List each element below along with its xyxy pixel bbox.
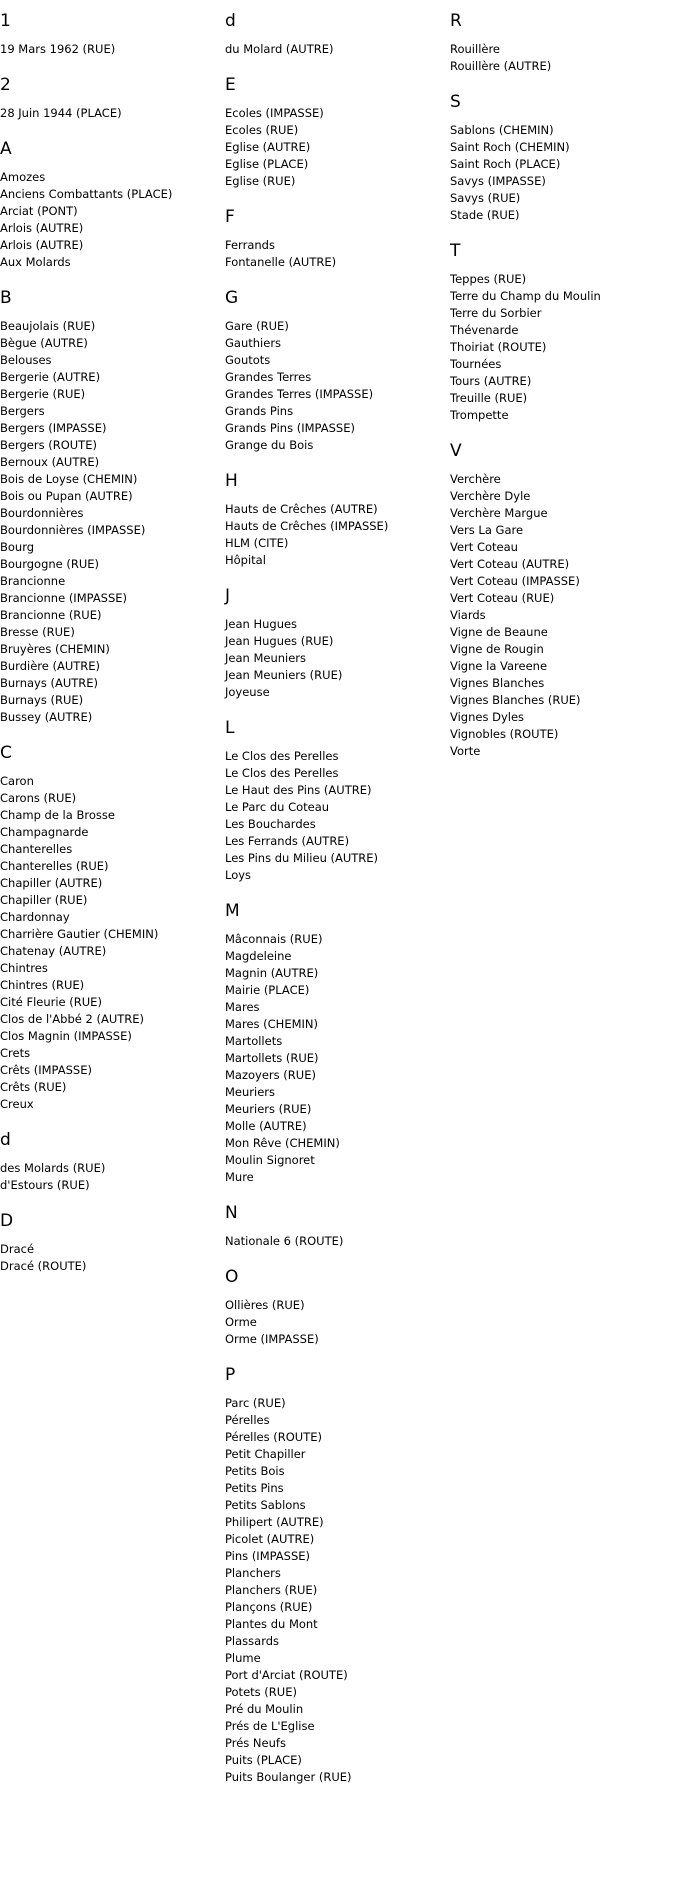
letter-group bbox=[450, 92, 675, 224]
street-item: Bois ou Pupan (AUTRE) bbox=[0, 489, 133, 503]
street-item: Arlois (AUTRE) bbox=[0, 238, 84, 252]
street-item: Bergerie (RUE) bbox=[0, 387, 86, 401]
street-list bbox=[225, 41, 450, 58]
street-item: Anciens Combattants (PLACE) bbox=[0, 187, 173, 201]
street-item: Chapiller (AUTRE) bbox=[0, 876, 103, 890]
street-item: Pérelles bbox=[225, 1413, 270, 1427]
street-item: Bergers bbox=[0, 404, 45, 418]
street-item: Brancionne (RUE) bbox=[0, 608, 102, 622]
street-item: Crêts (IMPASSE) bbox=[0, 1063, 92, 1077]
street-column-3 bbox=[450, 0, 675, 777]
street-item: Creux bbox=[0, 1097, 34, 1111]
street-item: Ecoles (RUE) bbox=[225, 123, 299, 137]
group-heading: C bbox=[0, 743, 12, 763]
street-item: Eglise (PLACE) bbox=[225, 157, 309, 171]
street-item: Belouses bbox=[0, 353, 52, 367]
street-item: Bergerie (AUTRE) bbox=[0, 370, 101, 384]
group-heading: 2 bbox=[0, 75, 11, 95]
street-item: Ferrands bbox=[225, 238, 275, 252]
street-item: Crêts (RUE) bbox=[0, 1080, 67, 1094]
street-item: Tours (AUTRE) bbox=[450, 374, 532, 388]
street-list bbox=[225, 931, 450, 1186]
street-item: Les Pins du Milieu (AUTRE) bbox=[225, 851, 379, 865]
street-item: Mure bbox=[225, 1170, 254, 1184]
street-item: Joyeuse bbox=[225, 685, 270, 699]
street-item: Planchers (RUE) bbox=[225, 1583, 318, 1597]
street-item: Brancionne (IMPASSE) bbox=[0, 591, 128, 605]
letter-group bbox=[0, 75, 225, 122]
street-item: Terre du Sorbier bbox=[450, 306, 542, 320]
street-item: Grands Pins bbox=[225, 404, 294, 418]
letter-group bbox=[225, 11, 450, 58]
street-item: Saint Roch (CHEMIN) bbox=[450, 140, 570, 154]
street-item: Les Ferrands (AUTRE) bbox=[225, 834, 350, 848]
street-item: Clos de l'Abbé 2 (AUTRE) bbox=[0, 1012, 145, 1026]
street-item: Picolet (AUTRE) bbox=[225, 1532, 315, 1546]
street-item: Plassards bbox=[225, 1634, 280, 1648]
street-item: Ollières (RUE) bbox=[225, 1298, 305, 1312]
street-list bbox=[225, 1233, 450, 1250]
street-item: Nationale 6 (ROUTE) bbox=[225, 1234, 344, 1248]
group-heading: 1 bbox=[0, 11, 11, 31]
group-heading: T bbox=[450, 241, 461, 261]
letter-group bbox=[225, 1203, 450, 1250]
street-item: Verchère Margue bbox=[450, 506, 548, 520]
street-item: Chintres bbox=[0, 961, 48, 975]
street-item: Carons (RUE) bbox=[0, 791, 77, 805]
street-item: Martollets (RUE) bbox=[225, 1051, 319, 1065]
group-heading: S bbox=[450, 92, 461, 112]
group-heading: O bbox=[225, 1267, 239, 1287]
street-item: Stade (RUE) bbox=[450, 208, 520, 222]
street-item: Trompette bbox=[450, 408, 509, 422]
street-list bbox=[225, 748, 450, 884]
street-item: Sablons (CHEMIN) bbox=[450, 123, 554, 137]
street-list bbox=[225, 616, 450, 701]
street-item: des Molards (RUE) bbox=[0, 1161, 106, 1175]
letter-group bbox=[225, 75, 450, 190]
street-item: Goutots bbox=[225, 353, 271, 367]
group-heading: P bbox=[225, 1365, 236, 1385]
street-item: Magdeleine bbox=[225, 949, 292, 963]
street-item: Vigne de Beaune bbox=[450, 625, 548, 639]
street-item: Fontanelle (AUTRE) bbox=[225, 255, 337, 269]
street-item: Petit Chapiller bbox=[225, 1447, 306, 1461]
street-item: Savys (IMPASSE) bbox=[450, 174, 546, 188]
street-item: Bernoux (AUTRE) bbox=[0, 455, 100, 469]
street-item: Meuriers (RUE) bbox=[225, 1102, 312, 1116]
letter-group bbox=[0, 1211, 225, 1275]
street-item: Meuriers bbox=[225, 1085, 276, 1099]
street-item: Brancionne bbox=[0, 574, 66, 588]
street-item: Plantes du Mont bbox=[225, 1617, 318, 1631]
street-item: Le Clos des Perelles bbox=[225, 766, 339, 780]
group-heading: M bbox=[225, 901, 240, 921]
street-item: Viards bbox=[450, 608, 486, 622]
street-item: Amozes bbox=[0, 170, 46, 184]
street-item: Plume bbox=[225, 1651, 261, 1665]
street-item: 19 Mars 1962 (RUE) bbox=[0, 42, 116, 56]
street-item: Orme (IMPASSE) bbox=[225, 1332, 319, 1346]
street-list bbox=[0, 1160, 225, 1194]
letter-group bbox=[225, 288, 450, 454]
street-item: Vert Coteau (IMPASSE) bbox=[450, 574, 580, 588]
street-item: Chatenay (AUTRE) bbox=[0, 944, 107, 958]
street-item: Jean Meuniers bbox=[225, 651, 307, 665]
street-item: Dracé bbox=[0, 1242, 35, 1256]
group-heading: B bbox=[0, 288, 12, 308]
street-item: Clos Magnin (IMPASSE) bbox=[0, 1029, 132, 1043]
street-item: Chanterelles bbox=[0, 842, 73, 856]
street-item: Philipert (AUTRE) bbox=[225, 1515, 324, 1529]
street-item: Petits Bois bbox=[225, 1464, 285, 1478]
street-item: Mâconnais (RUE) bbox=[225, 932, 323, 946]
street-item: Caron bbox=[0, 774, 34, 788]
street-item: Eglise (AUTRE) bbox=[225, 140, 311, 154]
street-item: Crets bbox=[0, 1046, 31, 1060]
street-item: Bourdonnières bbox=[0, 506, 84, 520]
street-list bbox=[225, 237, 450, 271]
street-item: Vert Coteau bbox=[450, 540, 518, 554]
street-item: Bergers (IMPASSE) bbox=[0, 421, 107, 435]
street-item: Bourgogne (RUE) bbox=[0, 557, 100, 571]
street-item: Arlois (AUTRE) bbox=[0, 221, 84, 235]
street-item: Molle (AUTRE) bbox=[225, 1119, 307, 1133]
street-item: Cité Fleurie (RUE) bbox=[0, 995, 102, 1009]
street-item: Saint Roch (PLACE) bbox=[450, 157, 561, 171]
street-item: Loys bbox=[225, 868, 252, 882]
street-item: Bresse (RUE) bbox=[0, 625, 75, 639]
group-heading: N bbox=[225, 1203, 238, 1223]
street-item: Bergers (ROUTE) bbox=[0, 438, 97, 452]
street-item: Terre du Champ du Moulin bbox=[450, 289, 601, 303]
group-heading: V bbox=[450, 441, 462, 461]
street-item: HLM (CITE) bbox=[225, 536, 289, 550]
street-item: Champ de la Brosse bbox=[0, 808, 115, 822]
street-item: Gare (RUE) bbox=[225, 319, 289, 333]
street-item: Charrière Gautier (CHEMIN) bbox=[0, 927, 159, 941]
street-list bbox=[450, 471, 675, 760]
street-item: Bois de Loyse (CHEMIN) bbox=[0, 472, 138, 486]
street-item: Planchers bbox=[225, 1566, 281, 1580]
street-item: Orme bbox=[225, 1315, 257, 1329]
street-item: Potets (RUE) bbox=[225, 1685, 297, 1699]
group-heading: J bbox=[225, 586, 231, 606]
street-item: Bourg bbox=[0, 540, 35, 554]
street-item: Thévenarde bbox=[450, 323, 519, 337]
street-list bbox=[0, 41, 225, 58]
street-item: Port d'Arciat (ROUTE) bbox=[225, 1668, 348, 1682]
street-item: Teppes (RUE) bbox=[450, 272, 527, 286]
street-item: Mon Rêve (CHEMIN) bbox=[225, 1136, 340, 1150]
street-item: 28 Juin 1944 (PLACE) bbox=[0, 106, 122, 120]
group-heading: F bbox=[225, 207, 235, 227]
group-heading: D bbox=[0, 1211, 14, 1231]
street-item: Burnays (RUE) bbox=[0, 693, 84, 707]
letter-group bbox=[0, 1130, 225, 1194]
street-item: Puits (PLACE) bbox=[225, 1753, 302, 1767]
street-item: Vignes Blanches (RUE) bbox=[450, 693, 581, 707]
street-item: Bègue (AUTRE) bbox=[0, 336, 88, 350]
letter-group bbox=[0, 743, 225, 1113]
street-item: Moulin Signoret bbox=[225, 1153, 315, 1167]
group-heading: A bbox=[0, 139, 12, 159]
street-item: Vert Coteau (AUTRE) bbox=[450, 557, 570, 571]
street-item: Grands Pins (IMPASSE) bbox=[225, 421, 355, 435]
street-item: Chanterelles (RUE) bbox=[0, 859, 109, 873]
group-heading: d bbox=[0, 1130, 11, 1150]
street-list bbox=[450, 271, 675, 424]
street-list bbox=[0, 105, 225, 122]
street-item: Mairie (PLACE) bbox=[225, 983, 310, 997]
street-item: Vignes Dyles bbox=[450, 710, 525, 724]
street-item: Eglise (RUE) bbox=[225, 174, 296, 188]
street-list bbox=[225, 501, 450, 569]
street-item: Martollets bbox=[225, 1034, 283, 1048]
street-item: Le Haut des Pins (AUTRE) bbox=[225, 783, 372, 797]
street-item: Gauthiers bbox=[225, 336, 282, 350]
street-list bbox=[450, 41, 675, 75]
street-item: Mares (CHEMIN) bbox=[225, 1017, 318, 1031]
street-item: Mares bbox=[225, 1000, 260, 1014]
street-list bbox=[0, 1241, 225, 1275]
street-item: Hôpital bbox=[225, 553, 266, 567]
street-item: d'Estours (RUE) bbox=[0, 1178, 90, 1192]
street-item: Prés Neufs bbox=[225, 1736, 286, 1750]
street-item: Burnays (AUTRE) bbox=[0, 676, 99, 690]
street-item: Grandes Terres (IMPASSE) bbox=[225, 387, 374, 401]
street-item: Vert Coteau (RUE) bbox=[450, 591, 555, 605]
street-column-2 bbox=[225, 0, 450, 1803]
street-item: Arciat (PONT) bbox=[0, 204, 78, 218]
street-item: Grandes Terres bbox=[225, 370, 312, 384]
street-item: Parc (RUE) bbox=[225, 1396, 286, 1410]
letter-group bbox=[450, 441, 675, 760]
street-list bbox=[225, 1297, 450, 1348]
letter-group bbox=[0, 139, 225, 271]
street-item: Pins (IMPASSE) bbox=[225, 1549, 311, 1563]
street-item: Jean Hugues bbox=[225, 617, 298, 631]
street-item: Bussey (AUTRE) bbox=[0, 710, 93, 724]
street-item: Puits Boulanger (RUE) bbox=[225, 1770, 352, 1784]
street-list bbox=[450, 122, 675, 224]
street-list bbox=[225, 318, 450, 454]
street-item: Hauts de Crêches (AUTRE) bbox=[225, 502, 378, 516]
group-heading: L bbox=[225, 718, 235, 738]
street-item: du Molard (AUTRE) bbox=[225, 42, 334, 56]
street-item: Champagnarde bbox=[0, 825, 89, 839]
street-item: Thoiriat (ROUTE) bbox=[450, 340, 547, 354]
street-item: Petits Pins bbox=[225, 1481, 284, 1495]
street-item: Chintres (RUE) bbox=[0, 978, 85, 992]
street-item: Le Parc du Coteau bbox=[225, 800, 330, 814]
group-heading: d bbox=[225, 11, 236, 31]
street-column-1 bbox=[0, 0, 225, 1292]
street-item: Plançons (RUE) bbox=[225, 1600, 313, 1614]
letter-group bbox=[450, 11, 675, 75]
street-item: Magnin (AUTRE) bbox=[225, 966, 319, 980]
street-item: Vigne de Rougin bbox=[450, 642, 544, 656]
letter-group bbox=[225, 471, 450, 569]
street-item: Verchère Dyle bbox=[450, 489, 531, 503]
letter-group bbox=[450, 241, 675, 424]
street-item: Vers La Gare bbox=[450, 523, 524, 537]
street-item: Beaujolais (RUE) bbox=[0, 319, 96, 333]
street-item: Pérelles (ROUTE) bbox=[225, 1430, 322, 1444]
letter-group bbox=[225, 901, 450, 1186]
street-list bbox=[0, 318, 225, 726]
letter-group bbox=[0, 288, 225, 726]
street-item: Bourdonnières (IMPASSE) bbox=[0, 523, 146, 537]
street-item: Ecoles (IMPASSE) bbox=[225, 106, 324, 120]
street-item: Le Clos des Perelles bbox=[225, 749, 339, 763]
group-heading: H bbox=[225, 471, 238, 491]
street-item: Rouillère bbox=[450, 42, 501, 56]
street-item: Tournées bbox=[450, 357, 502, 371]
street-item: Burdière (AUTRE) bbox=[0, 659, 101, 673]
street-item: Vignobles (ROUTE) bbox=[450, 727, 559, 741]
street-item: Rouillère (AUTRE) bbox=[450, 59, 552, 73]
letter-group bbox=[0, 11, 225, 58]
street-item: Bruyères (CHEMIN) bbox=[0, 642, 110, 656]
letter-group bbox=[225, 1267, 450, 1348]
street-list bbox=[225, 105, 450, 190]
street-item: Chardonnay bbox=[0, 910, 70, 924]
group-heading: R bbox=[450, 11, 462, 31]
street-item: Treuille (RUE) bbox=[450, 391, 528, 405]
street-item: Petits Sablons bbox=[225, 1498, 306, 1512]
street-item: Vigne la Vareene bbox=[450, 659, 548, 673]
street-item: Aux Molards bbox=[0, 255, 71, 269]
street-item: Chapiller (RUE) bbox=[0, 893, 88, 907]
letter-group bbox=[225, 1365, 450, 1786]
street-list bbox=[225, 1395, 450, 1786]
street-item: Grange du Bois bbox=[225, 438, 314, 452]
street-item: Les Bouchardes bbox=[225, 817, 316, 831]
letter-group bbox=[225, 718, 450, 884]
street-item: Verchère bbox=[450, 472, 501, 486]
street-item: Vorte bbox=[450, 744, 481, 758]
group-heading: E bbox=[225, 75, 236, 95]
street-item: Mazoyers (RUE) bbox=[225, 1068, 316, 1082]
street-list bbox=[0, 169, 225, 271]
street-item: Vignes Blanches bbox=[450, 676, 545, 690]
street-item: Jean Hugues (RUE) bbox=[225, 634, 334, 648]
street-item: Savys (RUE) bbox=[450, 191, 521, 205]
street-list bbox=[0, 773, 225, 1113]
letter-group bbox=[225, 586, 450, 701]
group-heading: G bbox=[225, 288, 239, 308]
letter-group bbox=[225, 207, 450, 271]
street-item: Jean Meuniers (RUE) bbox=[225, 668, 343, 682]
street-item: Prés de L'Eglise bbox=[225, 1719, 315, 1733]
street-item: Pré du Moulin bbox=[225, 1702, 304, 1716]
street-item: Dracé (ROUTE) bbox=[0, 1259, 87, 1273]
street-item: Hauts de Crêches (IMPASSE) bbox=[225, 519, 389, 533]
